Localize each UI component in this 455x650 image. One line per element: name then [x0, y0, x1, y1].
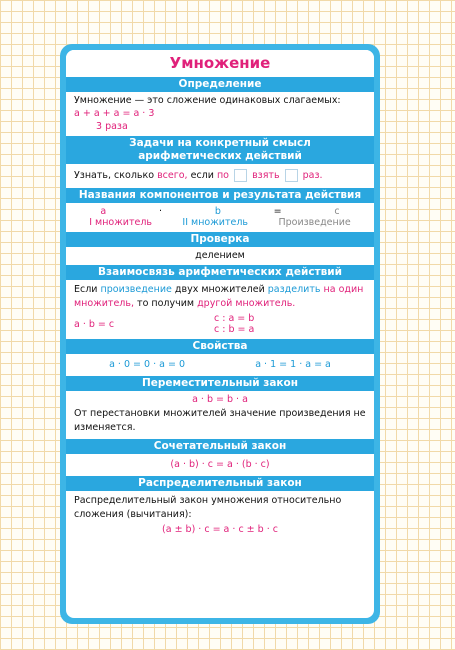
relation-section — [66, 280, 374, 338]
section-header-definition: Определение — [66, 76, 374, 92]
section-header-tasks — [66, 135, 374, 164]
section-header-components: Названия компонентов и результата действия — [66, 187, 374, 203]
relation-formula-1: c : a = b — [214, 313, 255, 324]
page-title: Умножение — [66, 50, 374, 76]
components-section — [66, 203, 374, 231]
check-text: делением — [195, 250, 245, 261]
blank-square-2 — [285, 169, 298, 182]
definition-formula: a + a + a = a · 3 — [74, 108, 155, 119]
relation-text-8: другой множитель. — [197, 298, 296, 309]
section-header-properties: Свойства — [66, 338, 374, 354]
relation-text — [74, 283, 366, 311]
tasks-text-2: всего, — [157, 170, 188, 181]
relation-text-1: Если — [74, 284, 98, 295]
definition-note: 3 раза — [96, 121, 128, 132]
tasks-text-1: Узнать, сколько — [74, 170, 155, 181]
section-header-commutative: Переместительный закон — [66, 375, 374, 391]
component-label-3: Произведение — [278, 217, 351, 228]
blank-square-1 — [234, 169, 247, 182]
relation-text-5: на — [323, 284, 336, 295]
component-a: a — [100, 206, 107, 217]
relation-checks — [214, 313, 254, 335]
commutative-formula: a · b = b · a — [192, 394, 248, 405]
rule-card — [60, 44, 380, 624]
components-symbols — [74, 206, 366, 217]
section-header-associative: Сочетательный закон — [66, 438, 374, 454]
associative-formula: (a · b) · c = a · (b · c) — [170, 459, 270, 470]
definition-section — [66, 92, 374, 135]
relation-text-2: произведение — [100, 284, 172, 295]
tasks-header-line1: Задачи на конкретный смысл — [129, 137, 311, 149]
definition-text: Умножение — это сложение одинаковых слагаемых: — [74, 95, 341, 106]
component-dot: · — [159, 206, 163, 217]
rule-card-body — [66, 50, 374, 618]
tasks-section — [66, 164, 374, 187]
relation-text-3: двух множителей — [174, 284, 265, 295]
relation-formula-2: c : b = a — [214, 324, 255, 335]
relation-text-6: один множитель, — [74, 284, 364, 309]
component-eq: = — [273, 206, 282, 217]
relation-formulas — [74, 313, 366, 335]
tasks-header-line2: арифметических действий — [138, 150, 302, 162]
components-labels — [74, 217, 366, 228]
component-c: c — [334, 206, 340, 217]
component-label-2: II множитель — [182, 217, 249, 228]
tasks-text-6: раз. — [302, 170, 323, 181]
commutative-text: От перестановки множителей значение произведения не изменяется. — [74, 408, 366, 433]
component-label-1: I множитель — [89, 217, 152, 228]
property-one: a · 1 = 1 · a = a — [255, 359, 331, 370]
component-b: b — [214, 206, 221, 217]
section-header-relation: Взаимосвязь арифметических действий — [66, 264, 374, 280]
property-zero: a · 0 = 0 · a = 0 — [109, 359, 185, 370]
section-header-distributive: Распределительный закон — [66, 475, 374, 491]
tasks-text-4: по — [216, 170, 229, 181]
tasks-text-3: если — [190, 170, 214, 181]
relation-text-7: то получим — [137, 298, 195, 309]
relation-text-4: разделить — [267, 284, 321, 295]
properties-section — [66, 354, 374, 375]
distributive-text: Распределительный закон умножения относительно сложения (вычитания): — [74, 495, 342, 520]
relation-main-formula: a · b = c — [74, 318, 115, 330]
distributive-section — [66, 491, 374, 538]
distributive-formula: (a ± b) · c = a · c ± b · c — [162, 524, 278, 535]
tasks-text-5: взять — [252, 170, 280, 181]
commutative-section — [66, 391, 374, 438]
section-header-check: Проверка — [66, 231, 374, 247]
